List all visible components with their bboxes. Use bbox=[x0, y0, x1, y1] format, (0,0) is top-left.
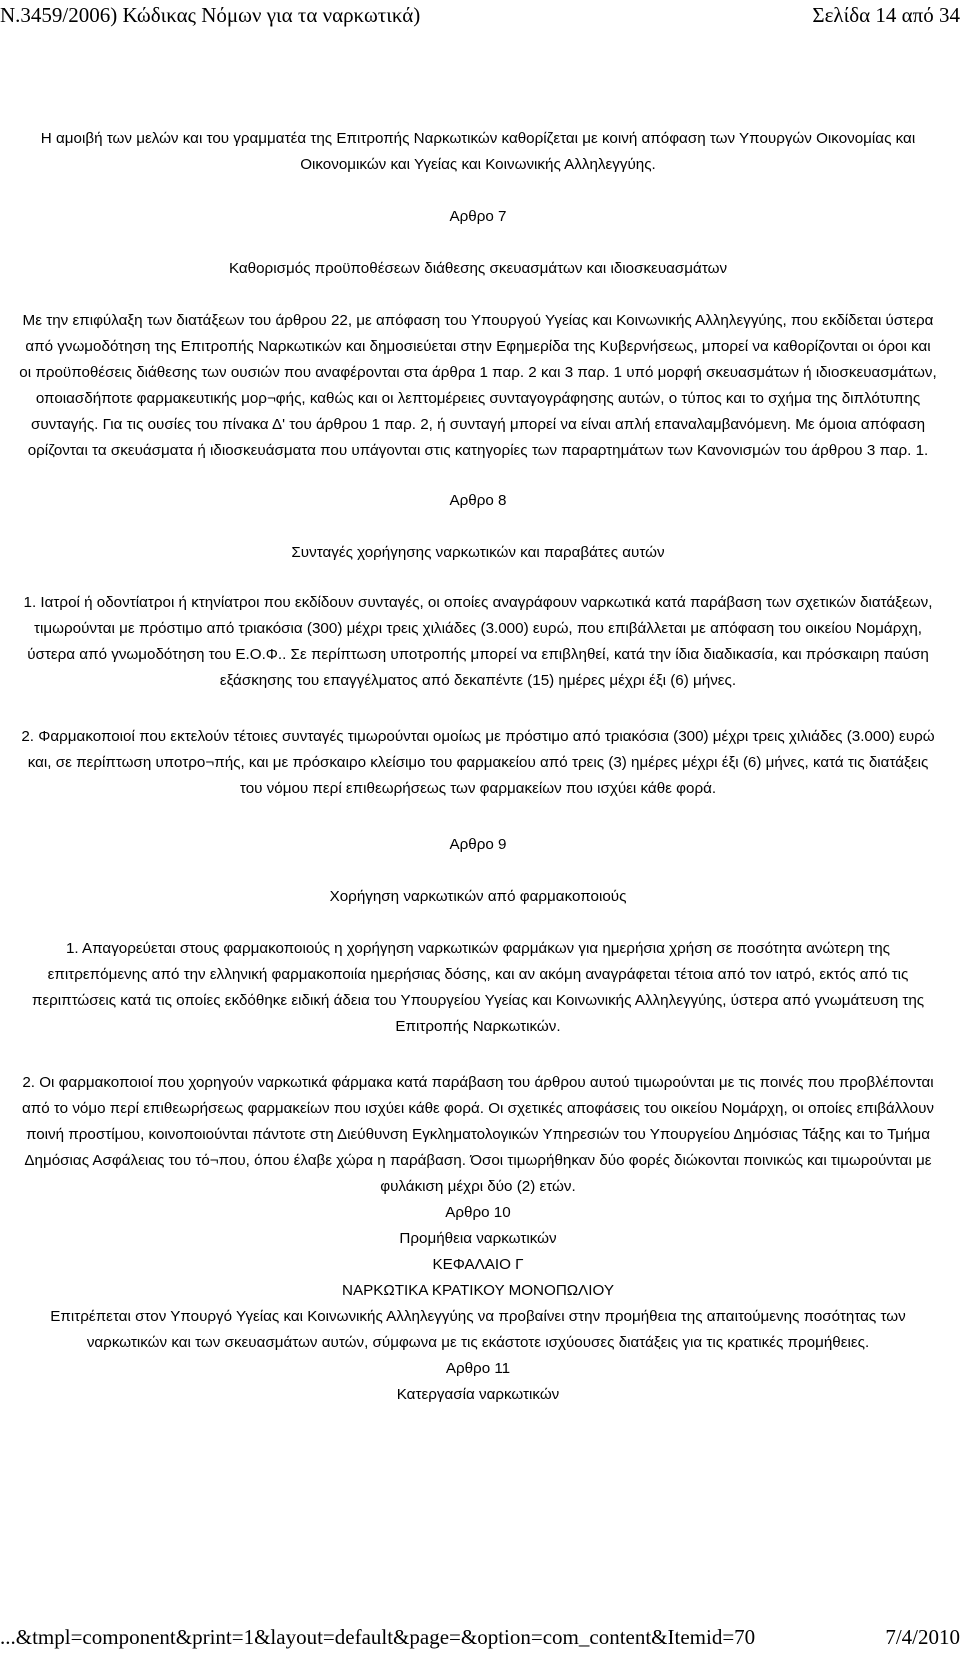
article-7-heading: Αρθρο 7 bbox=[449, 208, 507, 225]
article-10-text: Επιτρέπεται στον Υπουργό Υγείας και Κοινωνικής Αλληλεγγύης να προβαίνει στην προμήθεια της απαιτούμενης ποσότητας των ναρκωτικών και των σκευασμάτων αυτών, σύμφωνα με τις εκάστοτε ισχύουσες διατάξεις για τις κρατικές προμήθειες. bbox=[50, 1308, 906, 1351]
article-8-paragraph-1: 1. Ιατροί ή οδοντίατροι ή κτηνίατροι που εκδίδουν συνταγές, οι οποίες αναγράφουν ναρκωτικά κατά παράβαση των σχετικών διατάξεων, τιμωρούνται με πρόστιμο από τριακόσια (300) μέχρι τρεις χιλιάδες (3.000) ευρώ, που επιβάλλεται με απόφαση του οικείου Νομάρχη, ύστερα από γνωμοδότηση του Ε.Ο.Φ.. Σε περίπτωση υποτροπής μπορεί να επιβληθεί, κατά την ίδια διαδικασία, και πρόσκαιρη παύση εξάσκησης του επαγγέλματος από δεκαπέντε (15) ημέρες μέχρι έξι (6) μήνες. bbox=[23, 594, 933, 689]
article-8-title: Συνταγές χορήγησης ναρκωτικών και παραβάτες αυτών bbox=[291, 544, 665, 561]
intro-paragraph: Η αμοιβή των μελών και του γραμματέα της Επιτροπής Ναρκωτικών καθορίζεται με κοινή απόφαση των Υπουργών Οικονομίας και Οικονομικών και Υγείας και Κοινωνικής Αλληλεγγύης. bbox=[40, 130, 916, 173]
print-header-page-number: Σελίδα 14 από 34 bbox=[812, 3, 960, 27]
document-body bbox=[18, 126, 938, 1408]
print-footer-date: 7/4/2010 bbox=[885, 1625, 960, 1649]
article-7-title: Καθορισμός προϋποθέσεων διάθεσης σκευασμάτων και ιδιοσκευασμάτων bbox=[228, 260, 728, 277]
article-11-heading: Αρθρο 11 bbox=[445, 1360, 511, 1377]
article-11-title: Κατεργασία ναρκωτικών bbox=[396, 1386, 560, 1403]
article-9-title: Χορήγηση ναρκωτικών από φαρμακοποιούς bbox=[329, 888, 627, 905]
chapter-title: ΝΑΡΚΩΤΙΚΑ ΚΡΑΤΙΚΟΥ ΜΟΝΟΠΩΛΙΟΥ bbox=[342, 1282, 614, 1299]
print-header-title: N.3459/2006) Κώδικας Νόμων για τα ναρκωτικά) bbox=[0, 3, 421, 27]
print-footer-url: ...&tmpl=component&print=1&layout=default&page=&option=com_content&Itemid=70 bbox=[0, 1625, 756, 1649]
article-9-heading: Αρθρο 9 bbox=[449, 836, 507, 853]
article-8-heading: Αρθρο 8 bbox=[449, 492, 507, 509]
article-9-paragraph-2: 2. Οι φαρμακοποιοί που χορηγούν ναρκωτικά φάρμακα κατά παράβαση του άρθρου αυτού τιμωρούνται με τις ποινές που προβλέπονται από το νόμο περί επιθεωρήσεως φαρμακείων που ισχύει κάθε φορά. Οι σχετικές αποφάσεις του οικείου Νομάρχη, οι οποίες επιβάλλουν ποινή προστίμου, κοινοποιούνται πάντοτε στη Διεύθυνση Εγκληματολογικών Υπηρεσιών του Υπουργείου Δημόσιας Τάξης και το Τμήμα Δημόσιας Ασφάλειας του τό¬που, όπου έλαβε χώρα η παράβαση. Όσοι τιμωρήθηκαν δύο φορές διώκονται ποινικώς και τιμωρούνται με φυλάκιση μέχρι δύο (2) ετών. bbox=[21, 1074, 935, 1195]
article-8-paragraph-2: 2. Φαρμακοποιοί που εκτελούν τέτοιες συνταγές τιμωρούνται ομοίως με πρόστιμο από τριακόσια (300) μέχρι τρεις χιλιάδες (3.000) ευρώ και, σε περίπτωση υποτρο¬πής, και με πρόσκαιρο κλείσιμο του φαρμακείου από τρεις (3) ημέρες μέχρι έξι (6) μήνες, κατά τις διατάξεις του νόμου περί επιθεωρήσεως των φαρμακείων που ισχύει κάθε φορά. bbox=[21, 728, 935, 797]
article-10-heading: Αρθρο 10 bbox=[445, 1204, 511, 1221]
article-7-text: Με την επιφύλαξη των διατάξεων του άρθρου 22, με απόφαση του Υπουργού Υγείας και Κοινωνικής Αλληλεγγύης, που εκδίδεται ύστερα από γνωμοδότηση της Επιτροπής Ναρκωτικών και δημοσιεύεται στην Εφημερίδα της Κυβερνήσεως, μπορεί να καθορίζονται οι όροι και οι προϋποθέσεις διάθεσης των ουσιών που αναφέρονται στα άρθρα 1 παρ. 2 και 3 παρ. 1 υπό μορφή σκευασμάτων ή ιδιοσκευασμάτων, οποιασδήποτε φαρμακευτικής μορ¬φής, καθώς και οι λεπτομέρειες συνταγογράφησης αυτών, ο τύπος και το σχήμα της διπλότυπης συνταγής. Για τις ουσίες του πίνακα Δ' του άρθρου 1 παρ. 2, ή συνταγή μπορεί να είναι απλή επαναλαμβανόμενη. Με όμοια απόφαση ορίζονται τα σκευάσματα ή ιδιοσκευάσματα που υπάγονται στις κατηγορίες των παραρτημάτων των Κανονισμών του άρθρου 3 παρ. 1. bbox=[19, 312, 937, 459]
chapter-label: ΚΕΦΑΛΑΙΟ Γ bbox=[432, 1256, 524, 1273]
article-10-title: Προμήθεια ναρκωτικών bbox=[399, 1230, 557, 1247]
article-9-paragraph-1: 1. Απαγορεύεται στους φαρμακοποιούς η χορήγηση ναρκωτικών φαρμάκων για ημερήσια χρήση σε ποσότητα ανώτερη της επιτρεπόμενης από την ελληνική φαρμακοποιία ημερήσιας δόσης, και αν ακόμη αναγράφεται τέτοια από τον ιατρό, εκτός από τις περιπτώσεις κατά τις οποίες εκδόθηκε ειδική άδεια του Υπουργείου Υγείας και Κοινωνικής Αλληλεγγύης, ύστερα από γνωμάτευση της Επιτροπής Ναρκωτικών. bbox=[31, 940, 925, 1035]
